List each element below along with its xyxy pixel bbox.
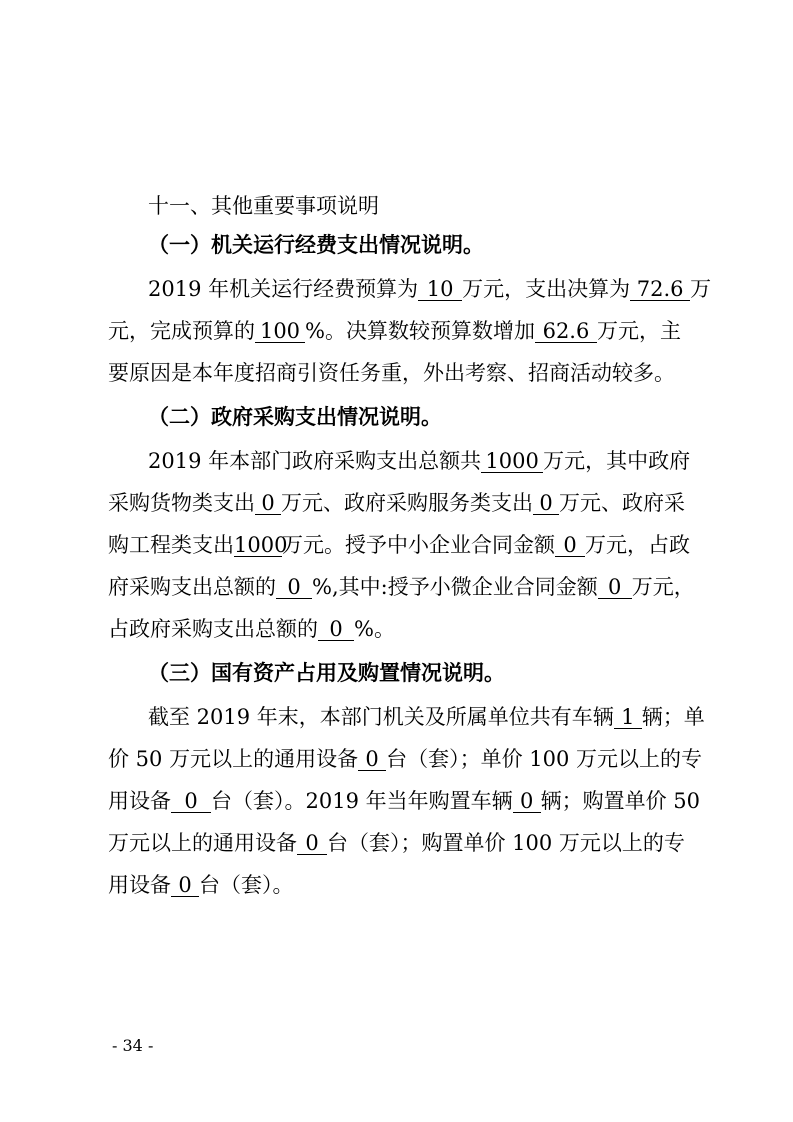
text: 万 — [690, 277, 712, 301]
s2-line-2 — [108, 490, 685, 516]
s1-line-3: 要原因是本年度招商引资任务重，外出考察、招商活动较多。 — [108, 361, 675, 385]
budget-value: 10 — [418, 278, 462, 301]
text: %。决算数较预算数增加 — [305, 319, 535, 343]
section-title: 十一、其他重要事项说明 — [148, 194, 379, 218]
completion-percent: 100 — [255, 320, 305, 343]
text: 万元，支出决算为 — [462, 277, 631, 301]
micro-value: 0 — [598, 576, 632, 599]
new-general-equipment-count: 0 — [297, 832, 327, 855]
text: 用设备 — [108, 873, 171, 897]
text: 万元。授予中小企业合同金额 — [282, 533, 555, 557]
s1-line-2 — [108, 318, 681, 344]
s3-line-3 — [108, 788, 700, 814]
general-equipment-count: 0 — [358, 748, 386, 771]
text: 府采购支出总额的 — [108, 575, 276, 599]
text: 台（套）。 — [199, 873, 294, 897]
s2-line-1 — [148, 448, 690, 474]
text: 台（套）；单价 100 万元以上的专 — [386, 747, 703, 771]
s2-line-5 — [108, 616, 395, 642]
subsection-2-title: （二）政府采购支出情况说明。 — [148, 405, 442, 429]
engineering-value: 1000 — [234, 533, 288, 557]
s2-line-3 — [108, 532, 690, 558]
text: 2019 年机关运行经费预算为 — [148, 277, 419, 301]
text: 万元，主 — [596, 319, 681, 343]
text: 用设备 — [108, 789, 171, 813]
procurement-total: 1000 — [481, 450, 543, 473]
new-special-equipment-count: 0 — [171, 874, 199, 897]
text: 台（套）。2019 年当年购置车辆 — [211, 789, 513, 813]
vehicles-count: 1 — [614, 706, 642, 729]
s3-line-4 — [108, 830, 685, 856]
text: 占政府采购支出总额的 — [108, 617, 318, 641]
text: %。 — [354, 617, 395, 641]
text: 辆；购置单价 50 — [540, 789, 701, 813]
text: 台（套）；购置单价 100 万元以上的专 — [327, 831, 685, 855]
final-value: 72.6 — [630, 278, 690, 301]
increase-value: 62.6 — [535, 320, 597, 343]
text: 万元以上的通用设备 — [108, 831, 297, 855]
special-equipment-count: 0 — [171, 790, 211, 813]
s3-line-2 — [108, 746, 702, 772]
micro-percent: 0 — [318, 618, 354, 641]
text: 万元，占政 — [585, 533, 690, 557]
sme-value: 0 — [555, 534, 585, 557]
subsection-1-title: （一）机关运行经费支出情况说明。 — [148, 233, 484, 257]
s2-line-4 — [108, 574, 695, 600]
s3-line-1 — [148, 704, 705, 730]
text: 万元、政府采购服务类支出 — [281, 491, 533, 515]
text: 截至 2019 年末，本部门机关及所属单位共有车辆 — [148, 705, 614, 729]
sme-percent: 0 — [276, 576, 312, 599]
text: 辆；单 — [641, 705, 705, 729]
text: 万元， — [631, 575, 695, 599]
text: 购工程类支出 — [108, 533, 234, 557]
text: %,其中:授予小微企业合同金额 — [312, 575, 598, 599]
s1-line-1 — [148, 276, 711, 302]
s3-line-5 — [108, 872, 294, 898]
text: 元，完成预算的 — [108, 319, 255, 343]
text: 2019 年本部门政府采购支出总额共 — [148, 449, 482, 473]
service-value: 0 — [533, 492, 559, 515]
text: 万元，其中政府 — [543, 449, 691, 473]
text: 万元、政府采 — [559, 491, 685, 515]
text: 价 50 万元以上的通用设备 — [108, 747, 359, 771]
goods-value: 0 — [255, 492, 281, 515]
text: 采购货物类支出 — [108, 491, 255, 515]
page-number: - 34 - — [112, 1036, 154, 1055]
new-vehicles-count: 0 — [513, 790, 541, 813]
subsection-3-title: （三）国有资产占用及购置情况说明。 — [148, 661, 505, 685]
